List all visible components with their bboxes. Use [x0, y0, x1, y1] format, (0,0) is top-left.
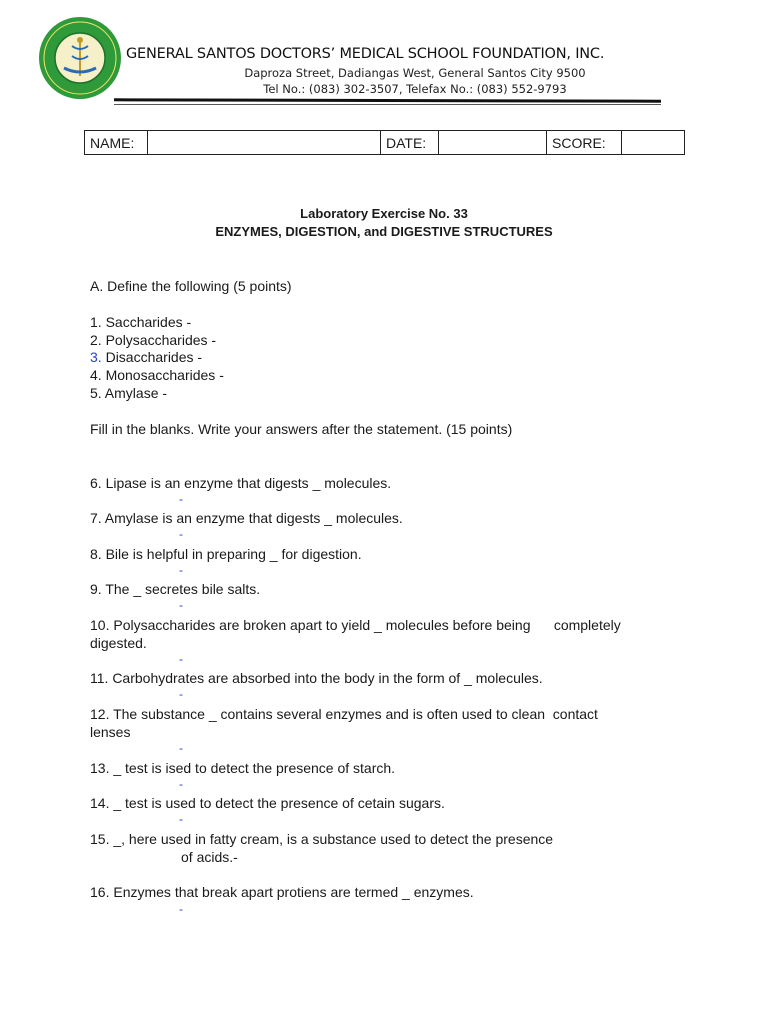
definition-item: 1. Saccharides - [90, 314, 192, 330]
answer-marker: - [179, 527, 183, 541]
definition-item: 2. Polysaccharides - [90, 332, 217, 348]
question-12: 12. The substance _ contains several enzymes and is often used to clean contact [90, 706, 598, 722]
question-10-cont: digested. [90, 635, 147, 651]
answer-marker: - [179, 492, 183, 506]
question-14: 14. _ test is used to detect the presence of cetain sugars. [90, 795, 445, 811]
question-13: 13. _ test is ised to detect the presence of starch. [90, 760, 396, 776]
question-8: 8. Bile is helpful in preparing _ for digestion. [90, 546, 362, 562]
section-a-heading: A. Define the following (5 points) [90, 278, 292, 294]
header-rule-thick [114, 98, 661, 102]
date-field[interactable] [439, 131, 547, 155]
institution-phone: Tel No.: (083) 302-3507, Telefax No.: (083) 552-9793 [263, 82, 567, 96]
question-6: 6. Lipase is an enzyme that digests _ molecules. [90, 475, 392, 491]
answer-marker: - [179, 812, 183, 826]
header-rule-thin [114, 104, 661, 105]
answer-marker: - [179, 741, 183, 755]
score-label: SCORE: [547, 131, 622, 155]
answer-marker: - [179, 652, 183, 666]
answer-marker: - [179, 563, 183, 577]
name-label: NAME: [85, 131, 148, 155]
fill-in-heading: Fill in the blanks. Write your answers after the statement. (15 points) [90, 421, 513, 437]
question-15: 15. _, here used in fatty cream, is a substance used to detect the presence [90, 831, 554, 847]
question-7: 7. Amylase is an enzyme that digests _ molecules. [90, 510, 403, 526]
question-16: 16. Enzymes that break apart protiens are termed _ enzymes. [90, 884, 474, 900]
exercise-number: Laboratory Exercise No. 33 [300, 206, 468, 221]
institution-address: Daproza Street, Dadiangas West, General Santos City 9500 [244, 66, 586, 80]
question-12-cont: lenses [90, 724, 131, 740]
name-field[interactable] [148, 131, 381, 155]
question-9: 9. The _ secretes bile salts. [90, 581, 261, 597]
definition-item: 3. Disaccharides - [90, 349, 203, 365]
exercise-title: ENZYMES, DIGESTION, and DIGESTIVE STRUCTURES [215, 224, 553, 239]
definition-item: 5. Amylase - [90, 385, 168, 401]
score-field[interactable] [622, 131, 685, 155]
date-label: DATE: [381, 131, 439, 155]
answer-marker: - [179, 777, 183, 791]
question-11: 11. Carbohydrates are absorbed into the body in the form of _ molecules. [90, 670, 543, 686]
question-15-cont: of acids.- [181, 849, 238, 865]
institution-name: GENERAL SANTOS DOCTORS’ MEDICAL SCHOOL FOUNDATION, INC. [126, 46, 605, 62]
answer-marker: - [179, 902, 183, 916]
question-10: 10. Polysaccharides are broken apart to yield _ molecules before being completely [90, 617, 621, 633]
answer-marker: - [179, 687, 183, 701]
definition-item: 4. Monosaccharides - [90, 367, 224, 383]
answer-marker: - [179, 598, 183, 612]
student-info-table [84, 130, 685, 155]
